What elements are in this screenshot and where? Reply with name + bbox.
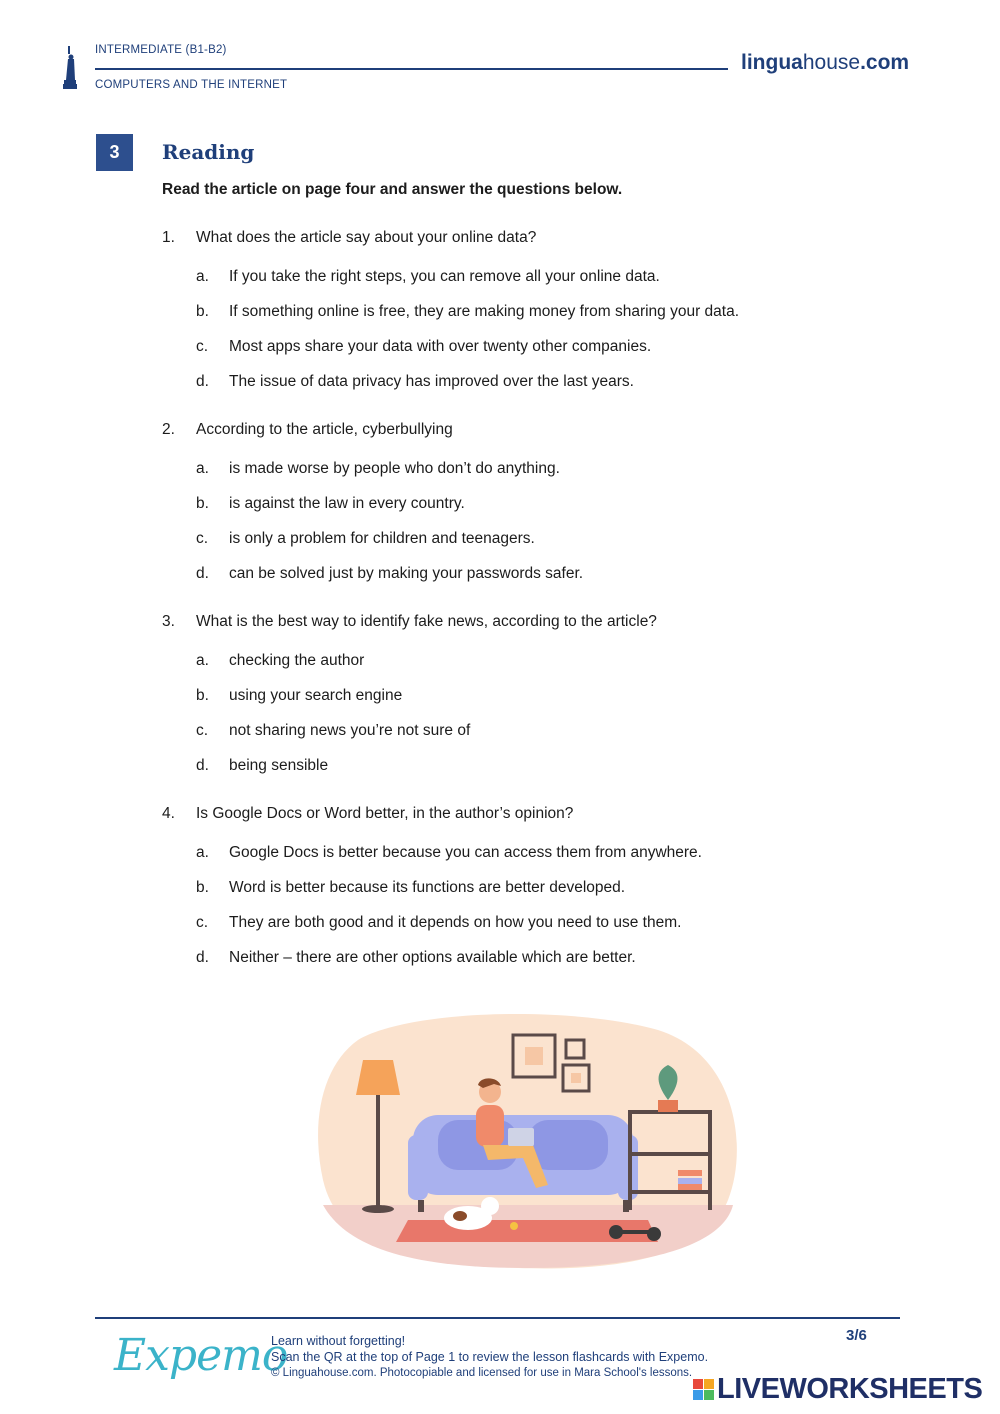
- topic-label: COMPUTERS AND THE INTERNET: [95, 79, 288, 91]
- option[interactable]: c. Most apps share your data with over twenty other companies.: [196, 338, 652, 355]
- option[interactable]: b. is against the law in every country.: [196, 495, 465, 512]
- question-2: 2. According to the article, cyberbullying: [162, 421, 453, 438]
- section-number: 3: [96, 134, 133, 171]
- expemo-logo[interactable]: Expemo: [114, 1330, 288, 1381]
- option[interactable]: a. If you take the right steps, you can remove all your online data.: [196, 268, 660, 285]
- option[interactable]: b. If something online is free, they are making money from sharing your data.: [196, 303, 740, 320]
- question-1: 1. What does the article say about your online data?: [162, 229, 537, 246]
- option[interactable]: a. is made worse by people who don’t do anything.: [196, 460, 560, 477]
- living-room-illustration: [318, 1010, 742, 1272]
- option[interactable]: a. checking the author: [196, 652, 365, 669]
- option[interactable]: d. Neither – there are other options available which are better.: [196, 949, 636, 966]
- question-3: 3. What is the best way to identify fake news, according to the article?: [162, 613, 657, 630]
- linguahouse-logo[interactable]: linguahouse.com: [741, 51, 910, 74]
- instruction: Read the article on page four and answer the questions below.: [162, 181, 623, 198]
- question-4: 4. Is Google Docs or Word better, in the author’s opinion?: [162, 805, 574, 822]
- footer-divider: [95, 1317, 900, 1319]
- statue-of-liberty-icon: [62, 46, 78, 90]
- level-label: INTERMEDIATE (B1-B2): [95, 44, 227, 56]
- section-title: Reading: [162, 140, 255, 164]
- option[interactable]: b. Word is better because its functions are better developed.: [196, 879, 626, 896]
- footer-copyright: © Linguahouse.com. Photocopiable and licensed for use in Mara School's lessons.: [271, 1367, 693, 1379]
- liveworksheets-icon: [693, 1379, 714, 1400]
- option[interactable]: b. using your search engine: [196, 687, 403, 704]
- header-divider: [95, 68, 728, 70]
- footer-instruction: Scan the QR at the top of Page 1 to review the lesson flashcards with Expemo.: [271, 1350, 709, 1364]
- option[interactable]: d. being sensible: [196, 757, 329, 774]
- option[interactable]: c. not sharing news you’re not sure of: [196, 722, 471, 739]
- footer-tagline: Learn without forgetting!: [271, 1334, 406, 1348]
- option[interactable]: c. They are both good and it depends on how you need to use them.: [196, 914, 682, 931]
- option[interactable]: d. The issue of data privacy has improved over the last years.: [196, 373, 634, 390]
- page-number: 3/6: [846, 1327, 867, 1344]
- option[interactable]: c. is only a problem for children and teenagers.: [196, 530, 535, 547]
- option[interactable]: d. can be solved just by making your passwords safer.: [196, 565, 584, 582]
- option[interactable]: a. Google Docs is better because you can access them from anywhere.: [196, 844, 702, 861]
- liveworksheets-logo[interactable]: LIVEWORKSHEETS: [693, 1373, 982, 1406]
